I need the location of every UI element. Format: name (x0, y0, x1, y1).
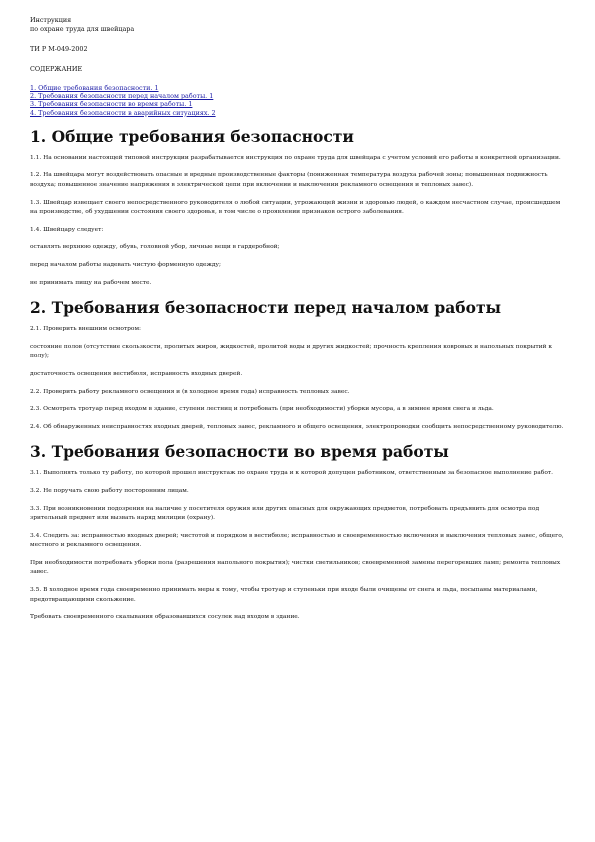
section-heading: 3. Требования безопасности во время работы (30, 442, 449, 462)
toc-item (30, 109, 565, 117)
paragraph: Требовать своевременного скалывания образовавшихся сосулек над входом в здание. (30, 614, 300, 621)
paragraph: оставлять верхнюю одежду, обувь, головной убор, личные вещи в гардеробной; (30, 244, 280, 251)
table-of-contents (30, 84, 565, 117)
toc-link-section-4[interactable]: 4. Требования безопасности в аварийных ситуациях. 2 (30, 108, 216, 117)
paragraph: 1.4. Швейцару следует: (30, 226, 104, 233)
paragraph: 3.2. Не поручать свою работу посторонним лицам. (30, 487, 189, 494)
section-2 (30, 298, 565, 432)
paragraph: 2.1. Проверить внешним осмотром: (30, 326, 142, 333)
paragraph: При необходимости потребовать уборки пола (разрешения напольного покрытия); чистки светильников; своевременной замены перегоревших ламп; ремонта тепловых завес. (30, 559, 561, 576)
paragraph: достаточность освещения вестибюля, исправность входных дверей. (30, 370, 243, 377)
paragraph: перед началом работы надевать чистую форменную одежду; (30, 261, 221, 268)
doc-code: ТИ Р М-049-2002 (30, 45, 88, 53)
toc-item (30, 92, 565, 100)
toc-item (30, 100, 565, 108)
paragraph: 3.5. В холодное время года своевременно принимать меры к тому, чтобы тротуар и ступеньки при входе были очищены от снега и льда, посыпаны материалами, предотвращающими скольжение. (30, 587, 538, 603)
paragraph: 3.1. Выполнять только ту работу, по которой прошел инструктаж по охране труда и к которой допущен работником, ответственным за безопасное выполнение работ. (30, 470, 554, 477)
paragraph: 1.3. Швейцар извещает своего непосредственного руководителя о любой ситуации, угрожающей жизни и здоровью людей, о каждом несчастном случае, происшедшем на производстве, об ухудшении состояния своего здоровья, в том числе о проявлении признаков острого заболевания. (30, 199, 561, 216)
section-heading: 1. Общие требования безопасности (30, 126, 354, 146)
paragraph: 2.2. Проверить работу рекламного освещения и (в холодное время года) исправность тепловых завес. (30, 388, 350, 395)
doc-subject: по охране труда для швейцара (30, 25, 135, 33)
paragraph: 1.1. На основании настоящей типовой инструкции разрабатывается инструкция по охране труда для швейцара с учетом условий его работы в конкретной организации. (30, 154, 561, 161)
toc-link-section-1[interactable]: 1. Общие требования безопасности. 1 (30, 84, 159, 92)
paragraph: 2.3. Осмотреть тротуар перед входом в здание, ступени лестниц и потребовать (при необходимости) уборки мусора, а в зимнее время снега и льда. (30, 406, 494, 413)
section-3 (30, 442, 565, 623)
paragraph: не принимать пищу на рабочем месте. (30, 279, 152, 286)
toc-link-section-2[interactable]: 2. Требования безопасности перед началом работы. 1 (30, 92, 214, 101)
paragraph: 3.3. При возникновении подозрения на наличие у посетителя оружия или других опасных для окружающих предметов, потребовать предъявить для осмотра под зрительный предмет или вызвать наряд милиции (охрану). (30, 505, 540, 522)
paragraph: состояние полов (отсутствие скользкости, пролитых жиров, жидкостей, пролитой воды и других жидкостей; прочность крепления ковровых и напольных покрытий к полу); (30, 343, 553, 360)
doc-type: Инструкция (30, 16, 72, 24)
paragraph: 2.4. Об обнаруженных неисправностях входных дверей, тепловых завес, рекламного и общего освещения, электропроводки сообщить непосредственному руководителю. (30, 423, 564, 430)
paragraph: 1.2. На швейцара могут воздействовать опасные и вредные производственные факторы (пониженная температура воздуха рабочей зоны; повышенная подвижность воздуха; повышенное значение напряжения в электрической цепи при включении и выключении рекламного освещения и тепловых завес). (30, 172, 548, 188)
toc-link-section-3[interactable]: 3. Требования безопасности во время работы. 1 (30, 100, 193, 109)
section-heading: 2. Требования безопасности перед началом работы (30, 298, 502, 318)
contents-label: СОДЕРЖАНИЕ (30, 65, 83, 73)
section-1 (30, 127, 565, 288)
paragraph: 3.4. Следить за: исправностью входных дверей; чистотой и порядком в вестибюле; исправностью и своевременностью включения и выключения тепловых завес, общего, местного и рекламного освещения. (30, 532, 564, 549)
toc-item (30, 84, 565, 92)
